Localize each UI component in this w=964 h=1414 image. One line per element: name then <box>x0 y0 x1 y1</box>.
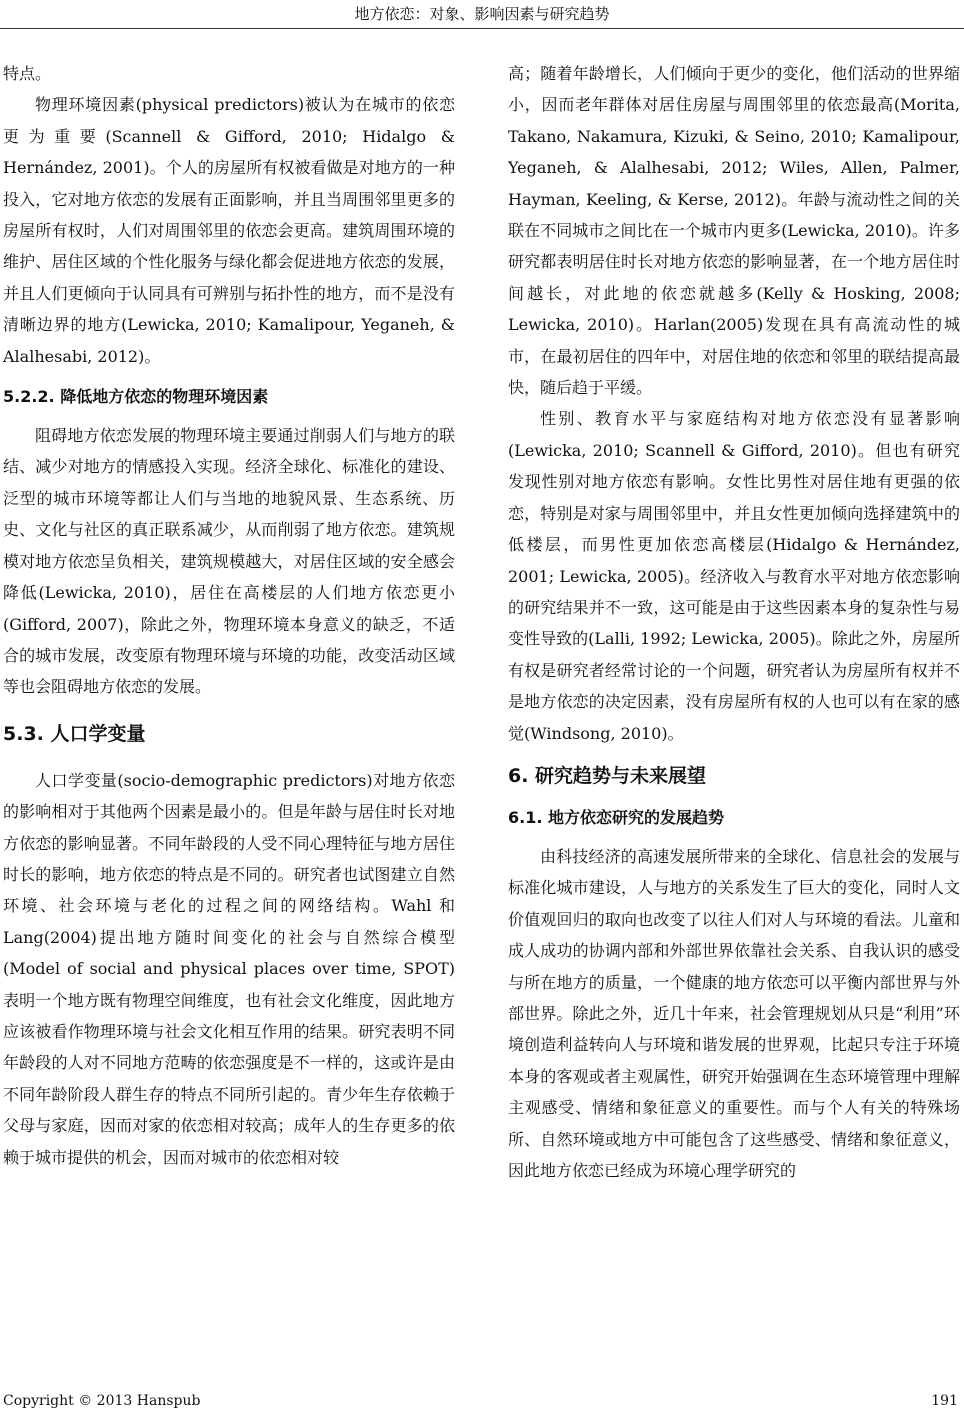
paragraph-reducing-factors: 阻碍地方依恋发展的物理环境主要通过削弱人们与地方的联结、减少对地方的情感投入实现。经济全球化、标准化的建设、泛型的城市环境等都让人们与当地的地貌风景、生态系统、历史、文化与社区的真正联系减少，从而削弱了地方依恋。建筑规模对地方依恋呈负相关，建筑规模越大，对居住区域的安全感会降低(Lewicka, 2010)，居住在高楼层的人们地方依恋更小(Gifford, 2007)，除此之外，物理环境本身意义的缺乏，不适合的城市发展，改变原有物理环境与环境的功能，改变活动区域等也会阻碍地方依恋的发展。 <box>3 426 455 697</box>
paragraph-research-trends: 由科技经济的高速发展所带来的全球化、信息社会的发展与标准化城市建设，人与地方的关系发生了巨大的变化，同时人文价值观回归的取向也改变了以往人们对人与环境的看法。儿童和成人成功的协调内部和外部世界依靠社会关系、自我认识的感受与所在地方的质量，一个健康的地方依恋可以平衡内部世界与外部世界。除此之外，近几十年来，社会管理规划从只是“利用”环境创造利益转向人与环境和谐发展的世界观，比起只专注于环境本身的客观或者主观属性，研究开始强调在生态环境管理中理解主观感受、情绪和象征意义的重要性。而与个人有关的特殊场所、自然环境或地方中可能包含了这些感受、情绪和象征意义，因此地方依恋已经成为环境心理学研究的 <box>508 846 960 1180</box>
running-header: 地方依恋：对象、影响因素与研究趋势 <box>354 5 610 23</box>
copyright-text: Copyright © 2013 Hanspub <box>3 1393 201 1409</box>
section-heading-5-3: 5.3. 人口学变量 <box>3 722 146 745</box>
left-column <box>3 58 455 1358</box>
paragraph-continuation: 特点。 <box>3 64 52 83</box>
subsection-heading-6-1: 6.1. 地方依恋研究的发展趋势 <box>508 807 724 827</box>
section-heading-6: 6. 研究趋势与未来展望 <box>508 764 707 787</box>
paragraph-physical-predictors: 物理环境因素(physical predictors)被认为在城市的依恋更为重要(Scannell & Gifford, 2010; Hidalgo & Hernández, 2001)。个人的房屋所有权被看做是对地方的一种投入，它对地方依恋的发展有正面影响，并且当周围邻里更多的房屋所有权时，人们对周围邻里的依恋会更高。建筑周围环境的维护、居住区域的个性化服务与绿化都会促进地方依恋的发展，并且人们更倾向于认同具有可辨别与拓扑性的地方，而不是没有清晰边界的地方(Lewicka, 2010; Kamalipour, Yeganeh, & Alalhesabi, 2012)。 <box>3 95 455 366</box>
header-rule <box>0 28 964 29</box>
paragraph-age-continuation: 高；随着年龄增长，人们倾向于更少的变化，他们活动的世界缩小，因而老年群体对居住房屋与周围邻里的依恋最高(Morita, Takano, Nakamura, Kizuki, & Seino, 2010; Kamalipour, Yeganeh, & Alalhesabi, 2012; Wiles, Allen, Palmer, Hayman, Keeling, & Kerse, 2012)。年龄与流动性之间的关联在不同城市之间比在一个城市内更多(Lewicka, 2010)。许多研究都表明居住时长对地方依恋的影响显著，在一个地方居住时间越长，对此地的依恋就越多(Kelly & Hosking, 2008; Lewicka, 2010)。Harlan(2005)发现在具有高流动性的城市，在最初居住的四年中，对居住地的依恋和邻里的联结提高最快，随后趋于平缓。 <box>508 64 960 398</box>
page-number: 191 <box>931 1393 958 1409</box>
subsection-heading-5-2-2: 5.2.2. 降低地方依恋的物理环境因素 <box>3 387 269 407</box>
paragraph-demographics: 人口学变量(socio-demographic predictors)对地方依恋的影响相对于其他两个因素是最小的。但是年龄与居住时长对地方依恋的影响显著。不同年龄段的人受不同心理特征与地方居住时长的影响，地方依恋的特点是不同的。研究者也试图建立自然环境、社会环境与老化的过程之间的网络结构。Wahl 和 Lang(2004)提出地方随时间变化的社会与自然综合模型(Model of social and physical places over time, SPOT)表明一个地方既有物理空间维度，也有社会文化维度，因此地方应该被看作物理环境与社会文化相互作用的结果。研究表明不同年龄段的人对不同地方范畴的依恋强度是不一样的，这或许是由不同年龄阶段人群生存的特点不同所引起的。青少年生存依赖于父母与家庭，因而对家的依恋相对较高；成年人的生存更多的依赖于城市提供的机会，因而对城市的依恋相对较 <box>3 770 455 1167</box>
paragraph-gender-education: 性别、教育水平与家庭结构对地方依恋没有显著影响(Lewicka, 2010; Scannell & Gifford, 2010)。但也有研究发现性别对地方依恋有影响。女性比男性对居住地有更强的依恋，特别是对家与周围邻里中，并且女性更加倾向选择建筑中的低楼层，而男性更加依恋高楼层(Hidalgo & Hernández, 2001; Lewicka, 2005)。经济收入与教育水平对地方依恋影响的研究结果并不一致，这可能是由于这些因素本身的复杂性与易变性导致的(Lalli, 1992; Lewicka, 2005)。除此之外，房屋所有权是研究者经常讨论的一个问题，研究者认为房屋所有权并不是地方依恋的决定因素，没有房屋所有权的人也可以有在家的感觉(Windsong, 2010)。 <box>508 409 960 743</box>
right-column <box>508 58 960 1358</box>
